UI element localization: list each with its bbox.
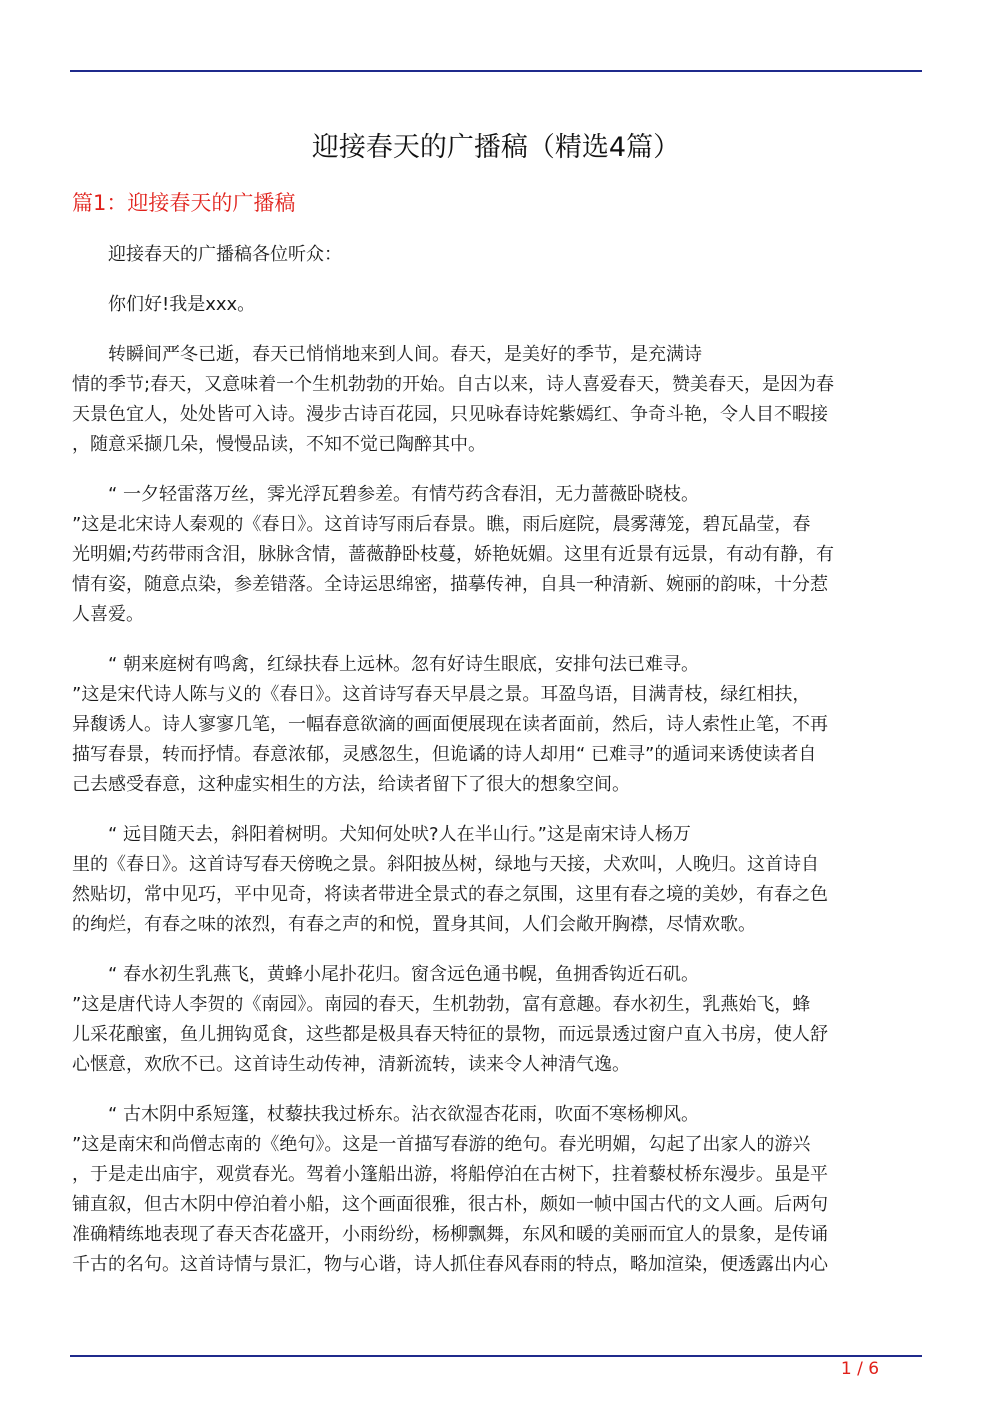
- paragraph: [72, 290, 920, 320]
- paragraph-line: “ 朝来庭树有鸣禽，红绿扶春上远林。忽有好诗生眼底，安排句法已难寻。: [108, 654, 700, 675]
- paragraph: [72, 240, 920, 270]
- paragraph: [72, 480, 920, 630]
- paragraph-line: ”这是北宋诗人秦观的《春日》。这首诗写雨后春景。瞧，雨后庭院，晨雾薄笼，碧瓦晶莹，春: [72, 514, 811, 535]
- document-body: [72, 240, 920, 1300]
- paragraph-line: 里的《春日》。这首诗写春天傍晚之景。斜阳披丛树，绿地与天接，犬欢叫，人晚归。这首诗自: [72, 854, 819, 875]
- footer-rule: [70, 1355, 922, 1357]
- paragraph-line: 天景色宜人，处处皆可入诗。漫步古诗百花园，只见咏春诗姹紫嫣红、争奇斗艳，令人目不暇接: [72, 404, 828, 425]
- section-heading: 篇1：迎接春天的广播稿: [72, 191, 296, 215]
- paragraph-line: ，于是走出庙宇，观赏春光。驾着小篷船出游，将船停泊在古树下，拄着藜杖桥东漫步。虽是平: [72, 1164, 828, 1185]
- paragraph-line: ”这是唐代诗人李贺的《南园》。南园的春天，生机勃勃，富有意趣。春水初生，乳燕始飞，蜂: [72, 994, 811, 1015]
- paragraph: [72, 1100, 920, 1280]
- paragraph: [72, 340, 920, 460]
- paragraph-line: ”这是南宋和尚僧志南的《绝句》。这是一首描写春游的绝句。春光明媚，勾起了出家人的游兴: [72, 1134, 811, 1155]
- paragraph-line: 情有姿，随意点染，参差错落。全诗运思绵密，描摹传神，自具一种清新、婉丽的韵味，十分惹: [72, 574, 828, 595]
- paragraph-line: 儿采花酿蜜，鱼儿拥钩觅食，这些都是极具春天特征的景物，而远景透过窗户直入书房，使人舒: [72, 1024, 828, 1045]
- paragraph-line: 你们好!我是xxx。: [108, 294, 256, 315]
- paragraph-line: “ 春水初生乳燕飞，黄蜂小尾扑花归。窗含远色通书幌，鱼拥香钩近石矶。: [108, 964, 700, 985]
- paragraph-line: 的绚烂，有春之味的浓烈，有春之声的和悦，置身其间，人们会敞开胸襟，尽情欢歌。: [72, 914, 756, 935]
- paragraph-line: “ 古木阴中系短篷，杖藜扶我过桥东。沾衣欲湿杏花雨，吹面不寒杨柳风。: [108, 1104, 700, 1125]
- document-title: 迎接春天的广播稿（精选4篇）: [311, 132, 681, 163]
- page-number: 1 / 6: [840, 1359, 880, 1379]
- paragraph-line: 人喜爱。: [72, 604, 144, 625]
- paragraph: [72, 820, 920, 940]
- paragraph-line: 光明媚;芍药带雨含泪，脉脉含情，蔷薇静卧枝蔓，娇艳妩媚。这里有近景有远景，有动有静，有: [72, 544, 835, 565]
- paragraph-line: 迎接春天的广播稿各位听众：: [108, 244, 342, 265]
- paragraph-line: 己去感受春意，这种虚实相生的方法，给读者留下了很大的想象空间。: [72, 774, 630, 795]
- paragraph-line: 心惬意，欢欣不已。这首诗生动传神，清新流转，读来令人神清气逸。: [72, 1054, 630, 1075]
- paragraph: [72, 650, 920, 800]
- paragraph-line: “ 一夕轻雷落万丝，霁光浮瓦碧参差。有情芍药含春泪，无力蔷薇卧晓枝。: [108, 484, 700, 505]
- paragraph-line: ”这是宋代诗人陈与义的《春日》。这首诗写春天早晨之景。耳盈鸟语，目满青枝，绿红相扶，: [72, 684, 811, 705]
- paragraph: [72, 960, 920, 1080]
- paragraph-line: 转瞬间严冬已逝，春天已悄悄地来到人间。春天，是美好的季节，是充满诗: [108, 344, 702, 365]
- paragraph-line: 准确精练地表现了春天杏花盛开，小雨纷纷，杨柳飘舞，东风和暖的美丽而宜人的景象，是传诵: [72, 1224, 828, 1245]
- paragraph-line: 千古的名句。这首诗情与景汇，物与心谐，诗人抓住春风春雨的特点，略加渲染，便透露出内心: [72, 1254, 828, 1275]
- paragraph-line: 异馥诱人。诗人寥寥几笔，一幅春意欲滴的画面便展现在读者面前，然后，诗人索性止笔，不再: [72, 714, 828, 735]
- paragraph-line: ，随意采撷几朵，慢慢品读，不知不觉已陶醉其中。: [72, 434, 486, 455]
- paragraph-line: 铺直叙，但古木阴中停泊着小船，这个画面很雅，很古朴，颇如一帧中国古代的文人画。后两句: [72, 1194, 828, 1215]
- paragraph-line: 然贴切，常中见巧，平中见奇，将读者带进全景式的春之氛围，这里有春之境的美妙，有春之色: [72, 884, 828, 905]
- paragraph-line: “ 远目随天去，斜阳着树明。犬知何处吠?人在半山行。”这是南宋诗人杨万: [108, 824, 691, 845]
- paragraph-line: 描写春景，转而抒情。春意浓郁，灵感忽生，但诡谲的诗人却用“ 已难寻”的遁词来诱使读者自: [72, 744, 817, 765]
- paragraph-line: 情的季节;春天，又意味着一个生机勃勃的开始。自古以来，诗人喜爱春天，赞美春天，是因为春: [72, 374, 835, 395]
- header-rule: [70, 70, 922, 72]
